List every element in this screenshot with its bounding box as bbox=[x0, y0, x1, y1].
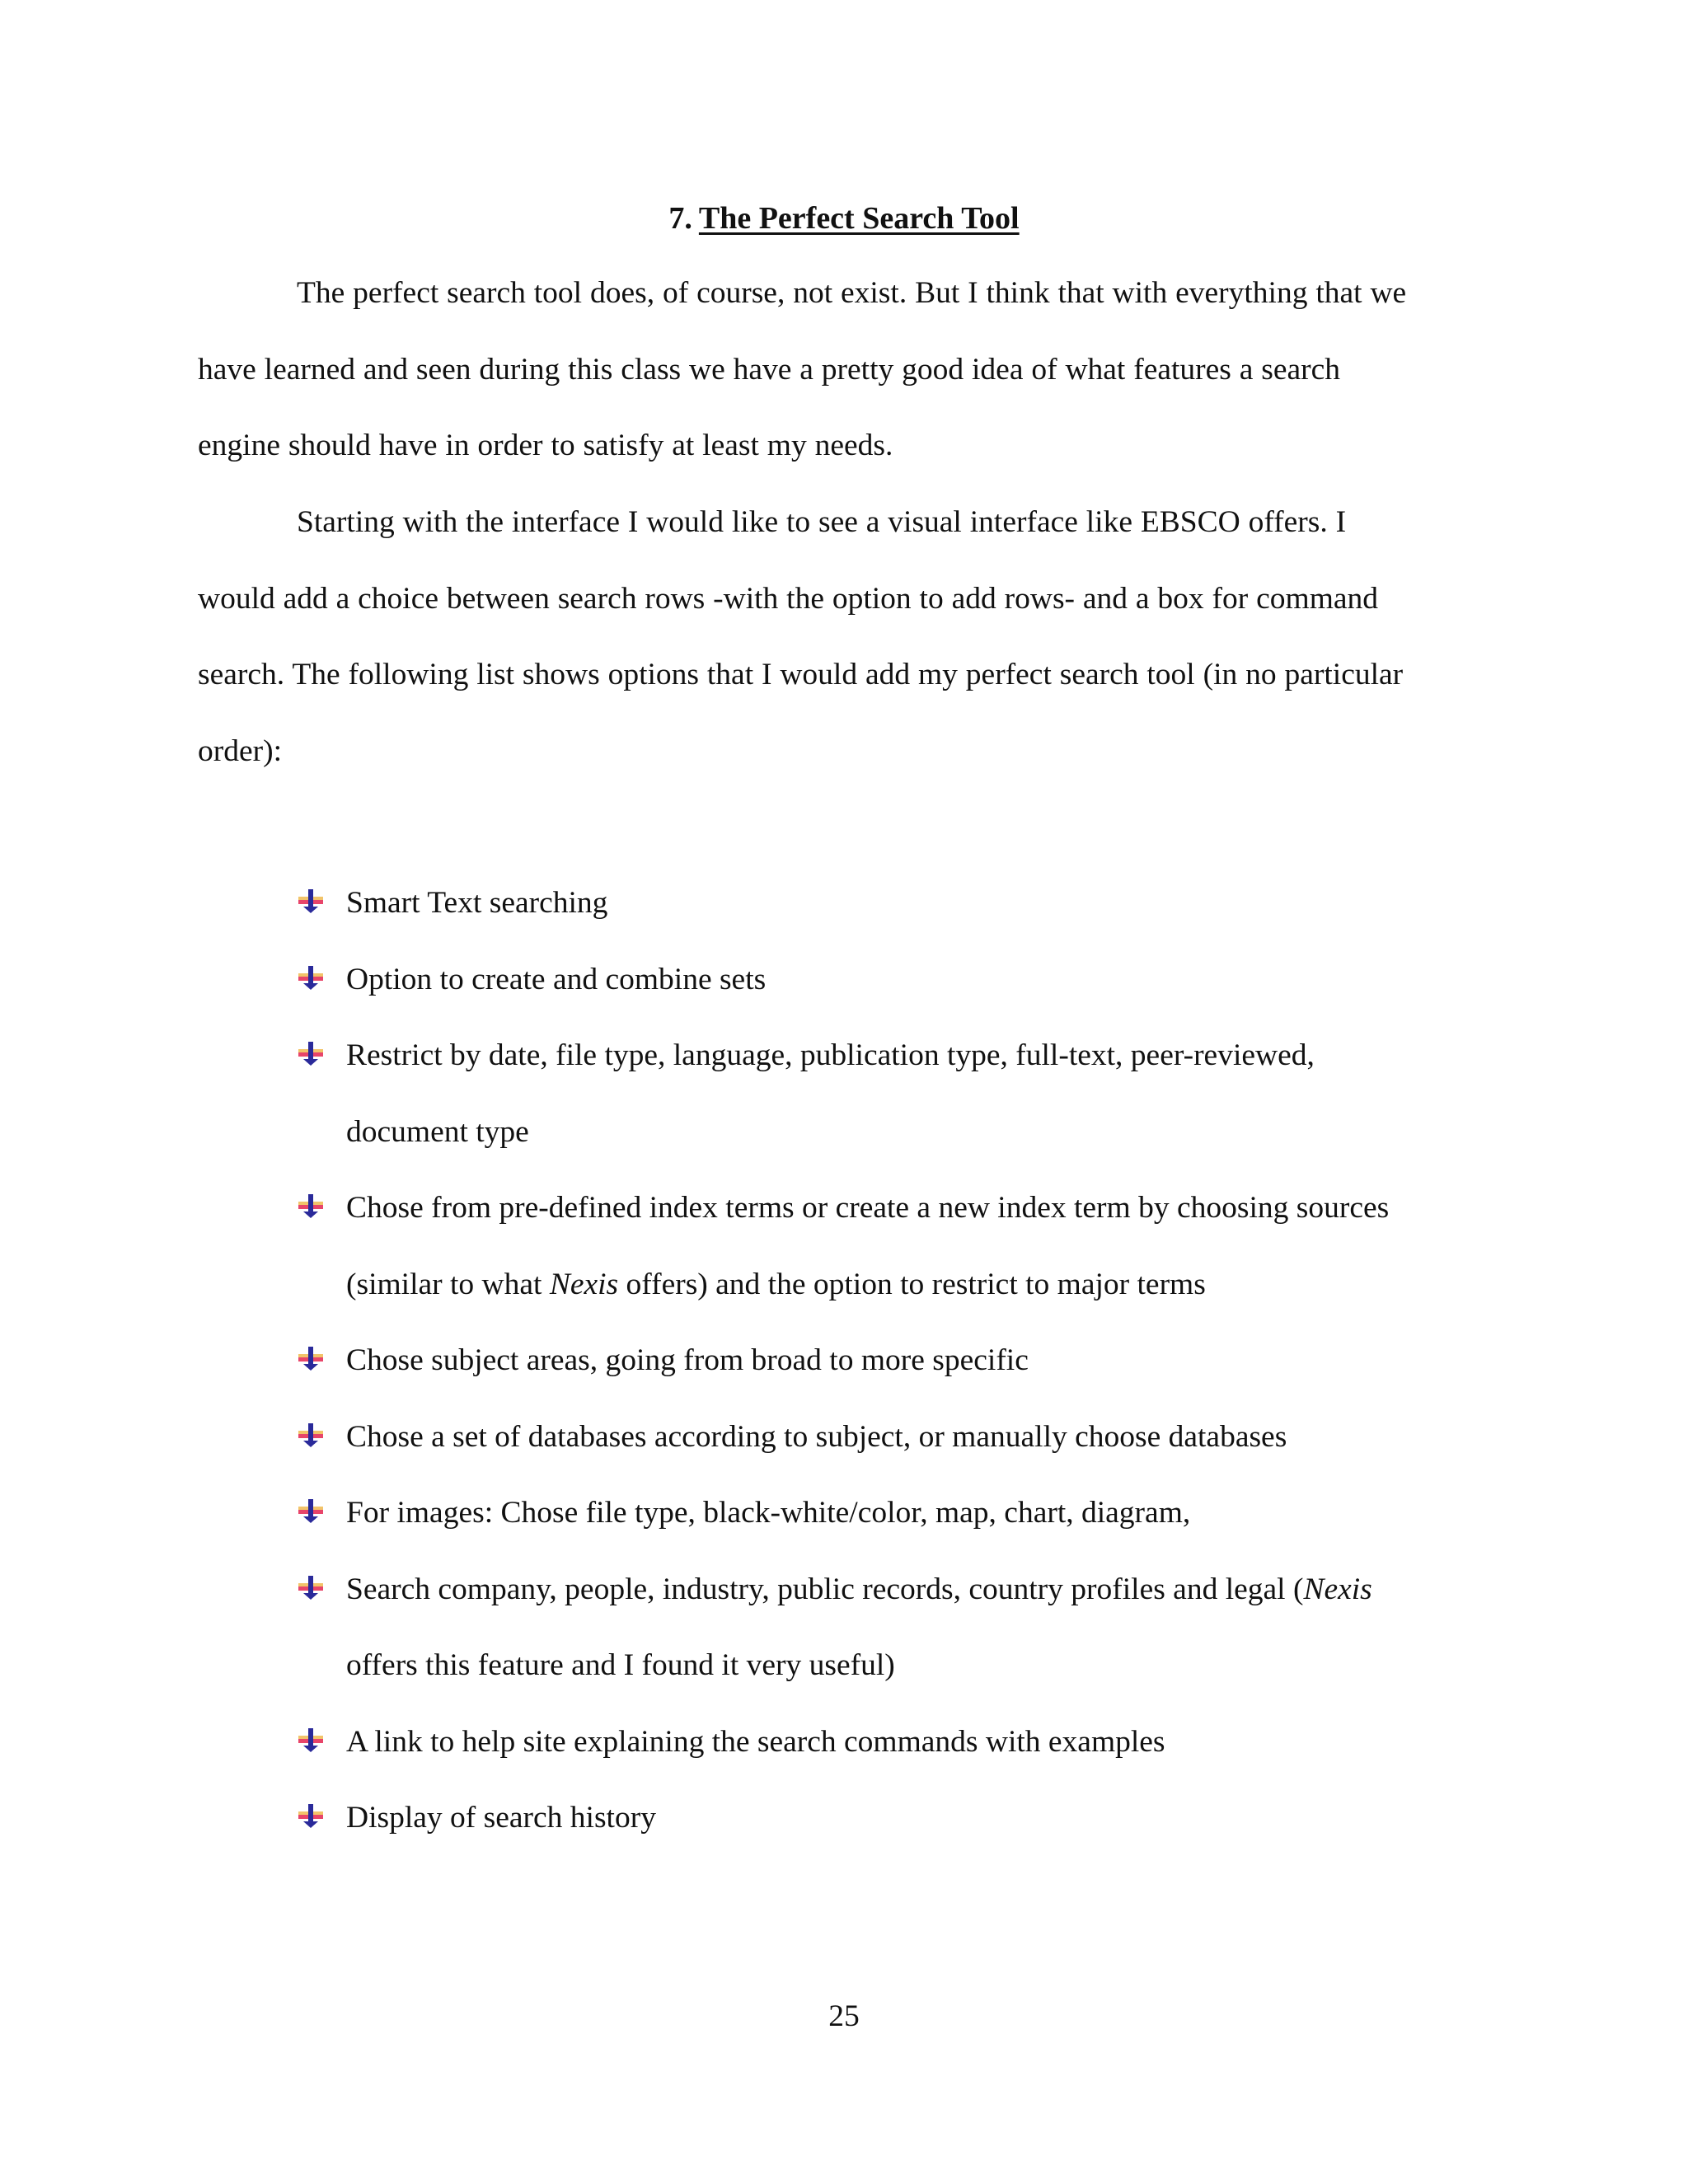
list-item-text: Display of search history bbox=[346, 1801, 656, 1835]
plus-arrow-bullet-icon bbox=[297, 1192, 325, 1220]
list-item bbox=[297, 1018, 1500, 1170]
paragraph-line: have learned and seen during this class we have a pretty good idea of what features a search bbox=[198, 352, 1341, 387]
text-run: Search company, people, industry, public records, country profiles and legal ( bbox=[346, 1572, 1304, 1606]
list-item bbox=[297, 1475, 1500, 1552]
text-run: offers) and the option to restrict to major terms bbox=[618, 1267, 1206, 1301]
paragraph-line: would add a choice between search rows -with the option to add rows- and a box for command bbox=[198, 581, 1379, 616]
paragraph-line: Starting with the interface I would like to see a visual interface like EBSCO offers. I bbox=[297, 505, 1347, 539]
list-item-text: For images: Chose file type, black-white/color, map, chart, diagram, bbox=[346, 1496, 1191, 1530]
list-item-text bbox=[346, 1247, 1500, 1324]
section-number: 7. bbox=[668, 201, 692, 236]
list-item-text: Chose from pre-defined index terms or create a new index term by choosing sources bbox=[346, 1191, 1390, 1225]
list-item-text: offers this feature and I found it very useful) bbox=[346, 1648, 895, 1682]
paragraph-line: The perfect search tool does, of course, not exist. But I think that with everything that we bbox=[297, 276, 1407, 310]
list-item-text: Option to create and combine sets bbox=[346, 962, 767, 996]
list-item-text: Chose a set of databases according to subject, or manually choose databases bbox=[346, 1419, 1287, 1454]
section-title: The Perfect Search Tool bbox=[698, 201, 1020, 236]
list-item-text: Chose subject areas, going from broad to more specific bbox=[346, 1343, 1029, 1377]
list-item-text: document type bbox=[346, 1114, 529, 1149]
feature-list bbox=[297, 865, 1500, 1857]
plus-arrow-bullet-icon bbox=[297, 1497, 325, 1525]
plus-arrow-bullet-icon bbox=[297, 887, 325, 915]
text-run: (similar to what bbox=[346, 1267, 550, 1301]
nexis-italic: Nexis bbox=[549, 1267, 619, 1301]
list-item bbox=[297, 1780, 1500, 1857]
list-item bbox=[297, 1399, 1500, 1476]
plus-arrow-bullet-icon bbox=[297, 1802, 325, 1830]
paragraph-line: search. The following list shows options that I would add my perfect search tool (in no particular bbox=[198, 658, 1404, 691]
nexis-italic: Nexis bbox=[1303, 1572, 1372, 1606]
list-item-text: A link to help site explaining the search commands with examples bbox=[346, 1724, 1165, 1759]
page-number: 25 bbox=[828, 1999, 860, 2033]
list-item bbox=[297, 1323, 1500, 1399]
paragraph-intro bbox=[198, 255, 1484, 485]
list-item bbox=[297, 1552, 1500, 1704]
list-item bbox=[297, 865, 1500, 942]
plus-arrow-bullet-icon bbox=[297, 963, 325, 991]
list-item bbox=[297, 1170, 1500, 1323]
paragraph-line: order): bbox=[198, 733, 283, 768]
list-item-text: Restrict by date, file type, language, publication type, full-text, peer-reviewed, bbox=[346, 1038, 1315, 1072]
section-heading bbox=[0, 196, 1688, 241]
plus-arrow-bullet-icon bbox=[297, 1039, 325, 1067]
plus-arrow-bullet-icon bbox=[297, 1344, 325, 1372]
list-item-text bbox=[346, 1552, 1500, 1629]
plus-arrow-bullet-icon bbox=[297, 1421, 325, 1449]
list-item-text: Smart Text searching bbox=[346, 886, 608, 920]
plus-arrow-bullet-icon bbox=[297, 1726, 325, 1754]
paragraph-interface bbox=[198, 485, 1484, 790]
paragraph-line: engine should have in order to satisfy at least my needs. bbox=[198, 429, 893, 462]
plus-arrow-bullet-icon bbox=[297, 1573, 325, 1601]
list-item bbox=[297, 942, 1500, 1019]
list-item bbox=[297, 1704, 1500, 1781]
